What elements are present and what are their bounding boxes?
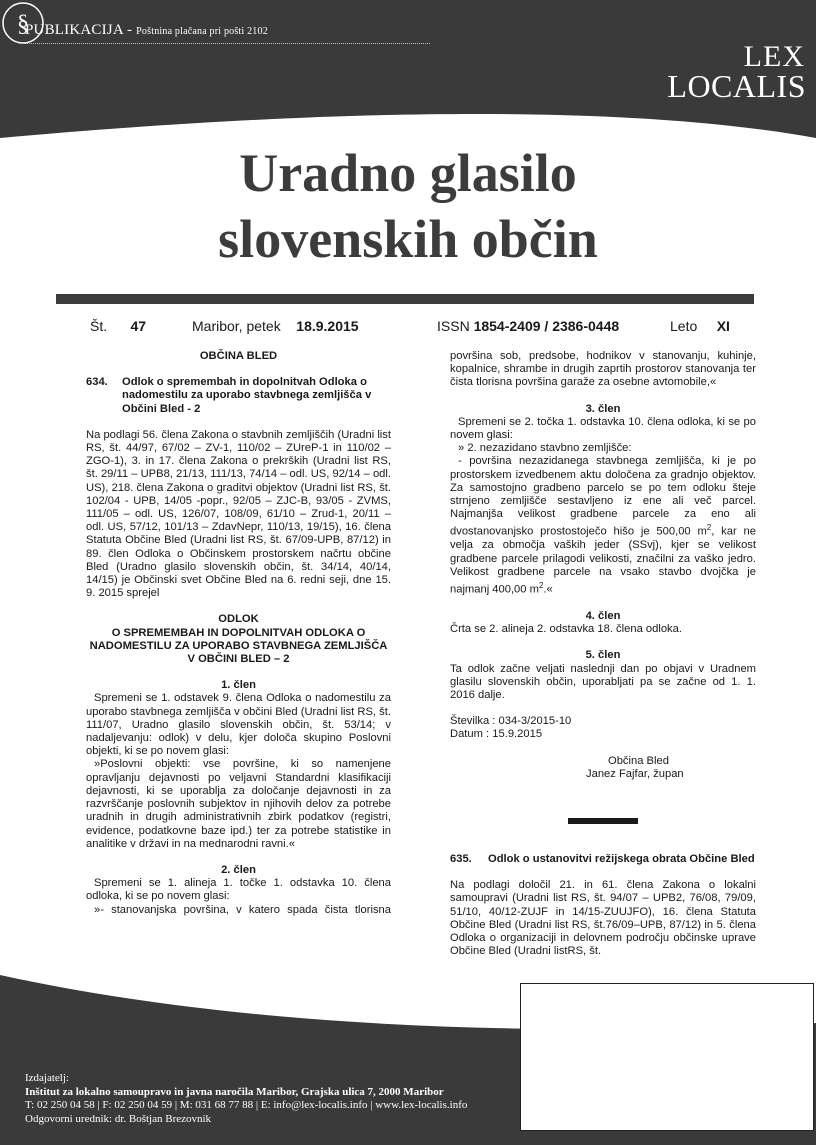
publisher-label: Izdajatelj:	[25, 1072, 69, 1084]
issn-value: 1854-2409 / 2386-0448	[473, 318, 620, 334]
clen-3-quote-2-b: , kar ne velja za območja vaških jeder (SSvj), kjer se velikost gradbene parcele prilagodi velikosti, značilni za vaško jedro. Velikost gradbene parcele na vsako stavbo dvojčka je najmanj 400,00 m	[450, 526, 756, 596]
issue-place-day: Maribor, petek	[192, 318, 281, 334]
clen-1-quote: »Poslovni objekti: vse površine, ki so namenjene opravljanju dejavnosti po veljavni Standardni klasifikaciji dejavnosti, ki se uporablja za določanje dejavnosti in za razvrščanje poslovnih subjektov in njihovih delov za potrebe uradnih in drugih administrativnih zbirk podatkov (registri, evidence, podatkovne baze ipd.) ter za potrebe statistike in analitike v državi in na mednarodni ravni.«	[86, 758, 391, 850]
reference-number: Številka : 034-3/2015-10	[450, 715, 572, 728]
year-label: Leto	[670, 318, 698, 334]
doc-635-number: 635.	[450, 853, 472, 865]
clen-3-text: Spremeni se 2. točka 1. odstavka 10. člena odloka, ki se po novem glasi:	[450, 415, 756, 442]
clen-1-heading: 1. člen	[221, 679, 256, 692]
publisher-contacts: T: 02 250 04 58 | F: 02 250 04 59 | M: 031 68 77 88 | E: info@lex-localis.info | www.lex-localis.info	[25, 1099, 468, 1111]
superscript-2: 2	[538, 580, 544, 590]
logo-localis: LOCALIS	[667, 68, 806, 104]
odlok-heading: ODLOK	[218, 613, 259, 626]
postage-note: Poštnina plačana pri pošti 2102	[136, 26, 268, 37]
clen-5-text: Ta odlok začne veljati naslednji dan po objavi v Uradnem glasilu slovenskih občin, uporabljati pa se začne od 1. 1. 2016 dalje.	[450, 662, 756, 701]
dotted-divider	[25, 43, 430, 44]
issue-year	[670, 318, 730, 334]
seal-icon	[0, 0, 46, 46]
right-column	[450, 350, 756, 781]
page-title	[0, 140, 816, 272]
header-band	[0, 0, 816, 150]
doc-635-title: Odlok o ustanovitvi režijskega obrata Občine Bled	[488, 853, 755, 865]
clen-3-quote-2-a: - površina nezazidanega stavbnega zemljišča, ki je po prostorskem izvedbenem aktu določena za gradnjo objektov. Za samostojno gradbeno parcelo se po tem odloku šteje strnjeno zemljišče sestavljeno iz ene ali več parcel. Najmanjša velikost gradbene parcele za eno ali dvostanovanjsko prostostoječo hišo je 500,00 m	[450, 455, 756, 539]
footer-publisher-info	[25, 1072, 467, 1126]
year-value: XI	[716, 318, 730, 334]
issue-issn	[437, 318, 619, 334]
publication-line: PUBLIKACIJA - Poštnina plačana pri pošti 2102	[25, 22, 268, 38]
title-line-1: Uradno glasilo	[239, 143, 577, 203]
issue-label: Št.	[90, 318, 108, 334]
municipality-heading: OBČINA BLED	[199, 350, 278, 362]
issue-num: 47	[130, 318, 147, 334]
doc-634-preamble: Na podlagi 56. člena Zakona o stavbnih zemljiščih (Uradni list RS, št. 44/97, 67/02 – ZV-1, 110/02 – ZUreP-1 in 110/02 – ZGO-1), 3. in 17. člena Zakona o prekrških (Uradni list RS, št. 29/11 – UPB8, 21/13, 111/13, 74/14 – odl. US, 92/14 – odl. US), 218. člena Zakona o graditvi objektov (Uradni list RS, št. 102/04 - UPB, 14/05 -popr., 92/05 – ZJC-B, 93/05 - ZVMS, 111/05 – odl. US, 126/07, 108/09, 61/10 – Zrud-1, 20/11 – odl. US, 57/12, 101/13 – ZdavNepr, 110/13, 19/15), 16. člena Statuta Občine Bled (Uradni list RS, št. 67/09-UPB, 87/12) in 89. člen Odloka o Občinskem prostorskem načrtu občine Bled (Uradno glasilo slovenskih občin, št. 34/14, 40/14, 14/15) je Občinski svet Občine Bled na 6. redni seji, dne 15. 9. 2015 sprejel	[86, 428, 391, 600]
issue-date	[192, 318, 359, 334]
issn-label: ISSN	[437, 318, 470, 334]
right-column-lower	[450, 853, 756, 958]
reference-date: Datum : 15.9.2015	[450, 728, 543, 741]
seal-symbol: §	[17, 11, 29, 37]
doc-634-number: 634.	[86, 376, 108, 389]
title-rule	[56, 294, 754, 304]
clen-3-quote-2-c: .«	[543, 583, 553, 596]
doc-635-preamble: Na podlagi določil 21. in 61. člena Zakona o lokalni samoupravi (Uradni list RS, št. 94/07 – UPB2, 76/08, 79/09, 51/10, 40/12-ZUJF in 14/15-ZUUJFO), 16. člena Statuta Občine Bled (Uradni list RS, št.76/09–UPB, 87/12) in 5. člena Odloka o organizaciji in delovnem področju občinske uprave Občine Bled (Uradni listRS, št.	[450, 879, 756, 958]
issue-date-value: 18.9.2015	[296, 318, 359, 334]
clen-1-text: Spremeni se 1. odstavek 9. člena Odloka o nadomestilu za uporabo stavbnega zemljišča v občini Bled (Uradni list RS, št. 111/07, Uradno glasilo slovenskih občin, št. 53/14; v nadaljevanju: odlok) v delu, kjer določa skupino Poslovni objekti, ki se po novem glasi:	[86, 692, 391, 758]
clen-3-heading: 3. člen	[585, 402, 621, 415]
clen-4-heading: 4. člen	[585, 609, 621, 622]
clen-2-quote: »- stanovanjska površina, v katero spada čista tlorisna	[94, 903, 391, 916]
clen-4-text: Črta se 2. alineja 2. odstavka 18. člena odloka.	[450, 623, 682, 636]
clen-3-quote-1: » 2. nezazidano stavbno zemljišče:	[458, 442, 632, 455]
clen-5-heading: 5. člen	[585, 649, 621, 662]
signature-name: Janez Fajfar, župan	[586, 767, 684, 780]
logo-lex: LEX	[743, 40, 805, 73]
superscript-1: 2	[706, 523, 712, 533]
clen-2-text: Spremeni se 1. alineja 1. točke 1. odstavka 10. člena odloka, ki se po novem glasi:	[86, 877, 391, 903]
publication-label: PUBLIKACIJA	[25, 22, 124, 38]
doc-635-heading	[450, 853, 756, 866]
clen-2-heading: 2. člen	[221, 863, 256, 876]
responsible-editor: Odgovorni urednik: dr. Boštjan Brezovnik	[25, 1112, 212, 1125]
title-line-2: slovenskih občin	[218, 209, 598, 269]
signature-org: Občina Bled	[608, 754, 669, 767]
issue-number	[90, 318, 146, 334]
odlok-subheading: O SPREMEMBAH IN DOPOLNITVAH ODLOKA O NADOMESTILU ZA UPORABO STAVBNEGA ZEMLJIŠČA V OBČINI BLED – 2	[89, 626, 388, 666]
address-box	[520, 983, 814, 1131]
clen-3-quote-2	[450, 455, 756, 597]
doc-634-title: Odlok o spremembah in dopolnitvah Odloka o nadomestilu za uporabo stavbnega zemljišča v Občini Bled - 2	[122, 376, 372, 415]
left-column	[86, 350, 391, 917]
publisher-name: Inštitut za lokalno samoupravo in javna naročila Maribor, Grajska ulica 7, 2000 Maribor	[25, 1085, 444, 1098]
doc-634-heading	[86, 376, 391, 416]
section-separator	[568, 818, 638, 824]
continuation-text: površina sob, predsobe, hodnikov v stanovanju, kuhinje, kopalnice, shrambe in drugih zaprtih prostorov stanovanja ter čista tlorisna površina garaže za osebne avtomobile,«	[450, 350, 756, 389]
